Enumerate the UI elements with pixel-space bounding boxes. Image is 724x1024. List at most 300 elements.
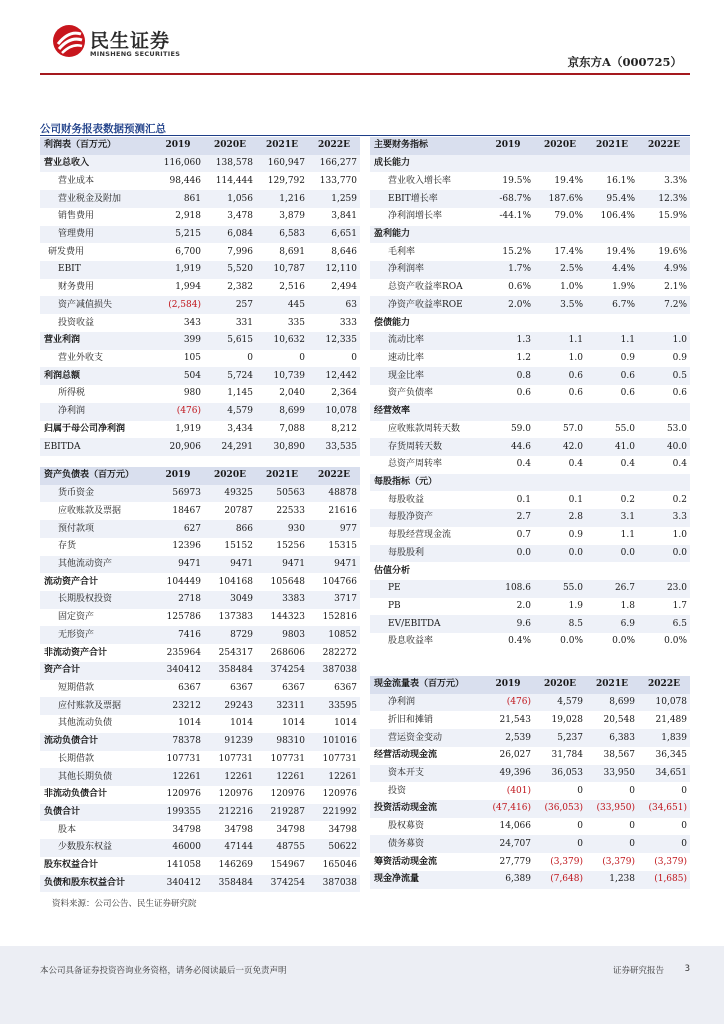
cell-value: 221992 — [308, 804, 360, 822]
row-label: 股权募资 — [388, 821, 425, 832]
cell-value: 1,839 — [638, 729, 690, 747]
header-year: 2021E — [256, 467, 308, 485]
cell-value: 10,078 — [308, 403, 360, 421]
table-row — [370, 747, 690, 765]
row-label: 筹资活动现金流 — [374, 856, 438, 867]
cell-value: 2,494 — [331, 282, 357, 293]
cell-value: 5,724 — [204, 367, 256, 385]
section-title: 公司财务报表数据预测汇总 — [40, 123, 166, 135]
cell-value: 1,994 — [175, 282, 201, 293]
cell-value: 1.1 — [620, 530, 635, 541]
cell-value: 6367 — [282, 682, 305, 693]
table-row — [40, 644, 360, 662]
cell-value: 107731 — [322, 753, 357, 764]
cell-value: 340412 — [152, 875, 204, 893]
header-year: 2019 — [152, 467, 204, 485]
cell-value — [534, 155, 586, 173]
cell-value: 144323 — [270, 612, 305, 623]
cell-value: 12261 — [256, 768, 308, 786]
row-label: 非流动资产合计 — [44, 647, 108, 658]
cell-value: 48755 — [256, 839, 308, 857]
cell-value: 36,053 — [534, 765, 586, 783]
cell-value: 0.6% — [508, 282, 531, 293]
table-row — [40, 839, 360, 857]
cell-value: 19.6% — [658, 246, 687, 257]
cell-value: 24,291 — [204, 438, 256, 456]
cell-value: 18467 — [172, 505, 201, 516]
cell-value: 160,947 — [256, 155, 308, 173]
cell-value: 374254 — [256, 662, 308, 680]
cell-value: 2.0 — [516, 601, 531, 612]
cell-value: 3,841 — [331, 211, 357, 222]
cell-value: 10,787 — [256, 261, 308, 279]
cell-value: 21,489 — [655, 714, 687, 725]
table-row — [40, 421, 360, 439]
cell-value: 0.6 — [672, 388, 687, 399]
cell-value: 866 — [204, 520, 256, 538]
table-row — [370, 261, 690, 279]
cell-value: 91239 — [204, 733, 256, 751]
row-label: 营业利润 — [40, 332, 152, 350]
cell-value: 387038 — [308, 875, 360, 893]
cell-value — [482, 314, 534, 332]
cell-value: 6367 — [230, 682, 253, 693]
table-row — [40, 350, 360, 368]
table-row — [370, 800, 690, 818]
cell-value: 2,516 — [279, 282, 305, 293]
cell-value: 107731 — [166, 753, 201, 764]
cell-value: 78378 — [152, 733, 204, 751]
table-row — [40, 296, 360, 314]
cell-value: 8,699 — [256, 403, 308, 421]
table-row — [370, 456, 690, 474]
disclaimer-text: 本公司具备证券投资咨询业务资格，请务必阅读最后一页免责声明 — [40, 966, 287, 976]
cell-value: 0.8 — [482, 367, 534, 385]
cell-value: 977 — [308, 520, 360, 538]
cell-value: 7,996 — [227, 246, 253, 257]
row-label: 经营效率 — [370, 403, 482, 421]
cell-value: 0.0 — [586, 545, 638, 563]
cell-value: 95.4% — [586, 190, 638, 208]
cell-value: 2,539 — [482, 729, 534, 747]
row-label: 管理费用 — [40, 226, 152, 244]
cell-value: 0 — [577, 785, 583, 796]
table-row — [40, 279, 360, 297]
cell-value: 3.3 — [638, 509, 690, 527]
row-label: 财务费用 — [58, 282, 95, 293]
table-row — [40, 768, 360, 786]
cell-value: 187.6% — [534, 190, 586, 208]
cell-value: 55.0 — [534, 580, 586, 598]
header-year: 2022E — [308, 467, 360, 485]
cell-value: 15.9% — [658, 211, 687, 222]
table-row — [40, 786, 360, 804]
row-label: 长期借款 — [58, 753, 95, 764]
cell-value — [482, 562, 534, 580]
table-row — [370, 438, 690, 456]
source-note: 资料来源：公司公告、民生证券研究院 — [52, 899, 197, 909]
cell-value — [534, 562, 586, 580]
row-label: PB — [388, 601, 401, 612]
table-row — [40, 226, 360, 244]
cell-value: 3,434 — [227, 423, 253, 434]
cell-value: 33595 — [308, 697, 360, 715]
table-row — [40, 804, 360, 822]
cell-value: 44.6 — [482, 438, 534, 456]
cell-value: 0.4 — [620, 459, 635, 470]
header-year: 2021E — [586, 676, 638, 694]
cell-value: 129,792 — [267, 175, 305, 186]
cell-value: 343 — [183, 317, 201, 328]
cell-value: 0.4% — [508, 636, 531, 647]
cell-value — [586, 562, 638, 580]
cell-value: 0.9 — [568, 530, 583, 541]
cell-value: 1.9% — [612, 282, 635, 293]
header-label: 主要财务指标 — [370, 137, 482, 155]
table-row — [370, 155, 690, 173]
cell-value: 49325 — [204, 485, 256, 503]
cell-value: 6,084 — [204, 226, 256, 244]
cell-value: 3717 — [308, 591, 360, 609]
cell-value: 0.0% — [664, 636, 687, 647]
cell-value: 1014 — [230, 718, 253, 729]
row-label: 总资产收益率ROA — [388, 282, 463, 293]
cell-value — [638, 155, 690, 173]
cell-value: 7416 — [152, 626, 204, 644]
table-row — [40, 314, 360, 332]
cell-value: 0 — [351, 352, 357, 363]
cell-value: 2,040 — [279, 388, 305, 399]
table-row — [40, 190, 360, 208]
row-label: 应付账款及票据 — [40, 697, 152, 715]
cell-value: 101016 — [308, 733, 360, 751]
table-row — [370, 421, 690, 439]
row-label: 负债合计 — [40, 804, 152, 822]
cell-value: 105648 — [270, 576, 305, 587]
header-year: 2019 — [152, 137, 204, 155]
cell-value — [534, 226, 586, 244]
row-label: 毛利率 — [388, 246, 416, 257]
cell-value: 0 — [681, 821, 687, 832]
row-label: 营业总收入 — [40, 155, 152, 173]
cell-value: 26.7 — [586, 580, 638, 598]
row-label: 长期股权投资 — [40, 591, 152, 609]
row-label: EBITDA — [40, 438, 152, 456]
cell-value: 335 — [287, 317, 305, 328]
cell-value: 1.1 — [534, 332, 586, 350]
table-header-row — [40, 137, 360, 155]
cell-value: 104766 — [322, 576, 357, 587]
row-label: 每股净资产 — [370, 509, 482, 527]
row-label: 估值分析 — [374, 565, 411, 576]
cell-value: 38,567 — [603, 750, 635, 761]
logo-en-text: MINSHENG SECURITIES — [90, 50, 181, 58]
cell-value: 0 — [577, 821, 583, 832]
row-label: 应收账款周转天数 — [388, 423, 461, 434]
cell-value: 199355 — [152, 804, 204, 822]
header-label: 现金流量表（百万元） — [370, 676, 482, 694]
table-row — [40, 520, 360, 538]
cell-value: 2.8 — [534, 509, 586, 527]
cell-value — [586, 155, 638, 173]
table-header-row — [40, 467, 360, 485]
cell-value: 1.0 — [568, 352, 583, 363]
cell-value: (36,053) — [534, 800, 586, 818]
row-label: 资产减值损失 — [40, 296, 152, 314]
row-label: 每股收益 — [388, 494, 425, 505]
table-row — [40, 485, 360, 503]
row-label: 股本 — [58, 824, 77, 835]
table-row — [370, 818, 690, 836]
cell-value: 1,919 — [175, 423, 201, 434]
cell-value: 0 — [681, 785, 687, 796]
row-label: 销售费用 — [58, 211, 95, 222]
cell-value: 10,078 — [638, 694, 690, 712]
cell-value: 6,583 — [256, 226, 308, 244]
table-row — [370, 332, 690, 350]
cell-value: 219287 — [256, 804, 308, 822]
row-label: 每股指标（元） — [370, 474, 482, 492]
cell-value: 6367 — [334, 682, 357, 693]
table-row — [370, 598, 690, 616]
cell-value — [482, 226, 534, 244]
cell-value: 1,259 — [308, 190, 360, 208]
cell-value: 125786 — [166, 612, 201, 623]
cell-value: 141058 — [166, 860, 201, 871]
cell-value: 40.0 — [638, 438, 690, 456]
cell-value: 12261 — [308, 768, 360, 786]
cell-value: 282272 — [322, 647, 357, 658]
cell-value: 42.0 — [534, 438, 586, 456]
cell-value: 50563 — [256, 485, 308, 503]
table-row — [40, 261, 360, 279]
cell-value: 34,651 — [638, 765, 690, 783]
table-row — [40, 609, 360, 627]
cell-value: 6.5 — [638, 615, 690, 633]
table-row — [370, 491, 690, 509]
cell-value — [534, 314, 586, 332]
balance-sheet-table — [40, 467, 360, 892]
cell-value: 57.0 — [562, 423, 583, 434]
cell-value — [534, 474, 586, 492]
table-row — [370, 711, 690, 729]
cell-value: 212216 — [204, 804, 256, 822]
table-row — [370, 835, 690, 853]
cell-value: 1014 — [334, 718, 357, 729]
cell-value: 120976 — [322, 789, 357, 800]
cell-value: 20,548 — [603, 714, 635, 725]
row-label: 非流动负债合计 — [44, 789, 108, 800]
cell-value: 32311 — [256, 697, 308, 715]
cell-value: 4.4% — [586, 261, 638, 279]
table-row — [370, 871, 690, 889]
cell-value: 0 — [629, 785, 635, 796]
cell-value: 2.7 — [482, 509, 534, 527]
cell-value: 33,535 — [308, 438, 360, 456]
row-label: 资产合计 — [40, 662, 152, 680]
cell-value: 0.6 — [568, 388, 583, 399]
cell-value: 53.0 — [666, 423, 687, 434]
cell-value: 0.6 — [586, 367, 638, 385]
cell-value — [534, 403, 586, 421]
cell-value: 358484 — [204, 662, 256, 680]
row-label: 投资收益 — [58, 317, 95, 328]
cell-value: 1.1 — [586, 332, 638, 350]
cell-value: 104168 — [218, 576, 253, 587]
header-year: 2021E — [586, 137, 638, 155]
table-row — [370, 367, 690, 385]
cell-value: (401) — [506, 785, 531, 796]
cell-value: 0 — [299, 352, 305, 363]
cell-value: 3.3% — [664, 175, 687, 186]
row-label: EBIT增长率 — [370, 190, 482, 208]
cell-value: 1.3 — [482, 332, 534, 350]
row-label: 折旧和摊销 — [388, 714, 434, 725]
row-label: 净利润 — [370, 694, 482, 712]
row-label: 每股股利 — [370, 545, 482, 563]
cell-value: (3,379) — [654, 856, 687, 867]
cell-value: 19,028 — [551, 714, 583, 725]
cell-value: (33,950) — [586, 800, 638, 818]
cell-value: 3.5% — [534, 296, 586, 314]
row-label: 归属于母公司净利润 — [44, 423, 126, 434]
stock-name: 京东方A（000725） — [567, 55, 682, 69]
cell-value: 0.1 — [516, 494, 531, 505]
cell-value: 15.2% — [502, 246, 531, 257]
table-row — [40, 438, 360, 456]
cell-value: 154967 — [270, 860, 305, 871]
row-label: 速动比率 — [388, 352, 425, 363]
row-label: 存货 — [58, 541, 77, 552]
cell-value: (1,685) — [638, 871, 690, 889]
cell-value: 10,632 — [256, 332, 308, 350]
cell-value: 0.0 — [534, 545, 586, 563]
row-label: 营业外收支 — [58, 352, 104, 363]
cell-value: 15152 — [224, 541, 253, 552]
page-number: 3 — [684, 964, 690, 974]
cell-value: 27,779 — [499, 856, 531, 867]
table-row — [40, 208, 360, 226]
cell-value: 0.0 — [638, 545, 690, 563]
row-label: 无形资产 — [40, 626, 152, 644]
cell-value: 47144 — [204, 839, 256, 857]
cell-value: 152816 — [322, 612, 357, 623]
row-label: 存货周转天数 — [370, 438, 482, 456]
cell-value: (476) — [482, 694, 534, 712]
table-row — [40, 591, 360, 609]
cell-value: 1.7 — [672, 601, 687, 612]
cell-value: 106.4% — [600, 211, 635, 222]
cell-value: 59.0 — [510, 423, 531, 434]
cell-value: 98,446 — [169, 175, 201, 186]
row-label: 净资产收益率ROE — [370, 296, 482, 314]
table-row — [40, 733, 360, 751]
cell-value: 9803 — [256, 626, 308, 644]
cell-value: 26,027 — [499, 750, 531, 761]
cell-value: 1.9 — [568, 601, 583, 612]
table-row — [40, 243, 360, 261]
cell-value: 504 — [152, 367, 204, 385]
cell-value: 120976 — [166, 789, 201, 800]
row-label: 净利润 — [40, 403, 152, 421]
row-label: 货币资金 — [40, 485, 152, 503]
cell-value: 22533 — [276, 505, 305, 516]
row-label: PE — [370, 580, 482, 598]
cell-value: 36,345 — [655, 750, 687, 761]
row-label: 每股经营现金流 — [388, 530, 452, 541]
cell-value: 861 — [152, 190, 204, 208]
cell-value: 15256 — [276, 541, 305, 552]
table-header-row — [370, 676, 690, 694]
cell-value: 2.5% — [534, 261, 586, 279]
cell-value — [482, 474, 534, 492]
cell-value: 5,520 — [204, 261, 256, 279]
cell-value: 6,389 — [482, 871, 534, 889]
table-row — [370, 296, 690, 314]
row-label: 投资活动现金流 — [370, 800, 482, 818]
table-row — [370, 527, 690, 545]
cell-value: 14,066 — [499, 821, 531, 832]
row-label: 资产负债率 — [388, 388, 434, 399]
cell-value: 0 — [638, 835, 690, 853]
cell-value: 340412 — [152, 662, 204, 680]
table-row — [370, 509, 690, 527]
row-label: 预付款项 — [40, 520, 152, 538]
table-row — [370, 190, 690, 208]
cell-value — [586, 474, 638, 492]
cell-value: 0.0% — [560, 636, 583, 647]
row-label: 固定资产 — [58, 612, 95, 623]
table-row — [40, 172, 360, 190]
cell-value: (2,584) — [152, 296, 204, 314]
cell-value: 98310 — [256, 733, 308, 751]
table-row — [40, 556, 360, 574]
cell-value: 374254 — [256, 875, 308, 893]
table-row — [370, 765, 690, 783]
cell-value: 3,879 — [279, 211, 305, 222]
cell-value: 10,739 — [256, 367, 308, 385]
cell-value: 3049 — [204, 591, 256, 609]
cell-value: 146269 — [218, 860, 253, 871]
header-year: 2020E — [534, 137, 586, 155]
cell-value: 165046 — [322, 860, 357, 871]
cell-value: 9471 — [256, 556, 308, 574]
cell-value: 6.9 — [586, 615, 638, 633]
cell-value: 12261 — [204, 768, 256, 786]
cash-flow-table — [370, 676, 690, 889]
table-row — [370, 385, 690, 403]
cell-value: 120976 — [218, 789, 253, 800]
table-row — [40, 662, 360, 680]
cell-value: 9471 — [204, 556, 256, 574]
cell-value: 0.6 — [534, 367, 586, 385]
cell-value: 0 — [534, 835, 586, 853]
cell-value: 6367 — [178, 682, 201, 693]
cell-value: 1,919 — [152, 261, 204, 279]
cell-value: 8.5 — [534, 615, 586, 633]
cell-value: 1.0 — [672, 530, 687, 541]
cell-value: 12261 — [152, 768, 204, 786]
cell-value: 1014 — [178, 718, 201, 729]
cell-value: 4.9% — [638, 261, 690, 279]
cell-value: 9471 — [152, 556, 204, 574]
row-label: 流动负债合计 — [40, 733, 152, 751]
table-row — [40, 155, 360, 173]
cell-value: 20,906 — [152, 438, 204, 456]
table-row — [40, 626, 360, 644]
table-row — [370, 580, 690, 598]
cell-value: 34798 — [328, 824, 357, 835]
